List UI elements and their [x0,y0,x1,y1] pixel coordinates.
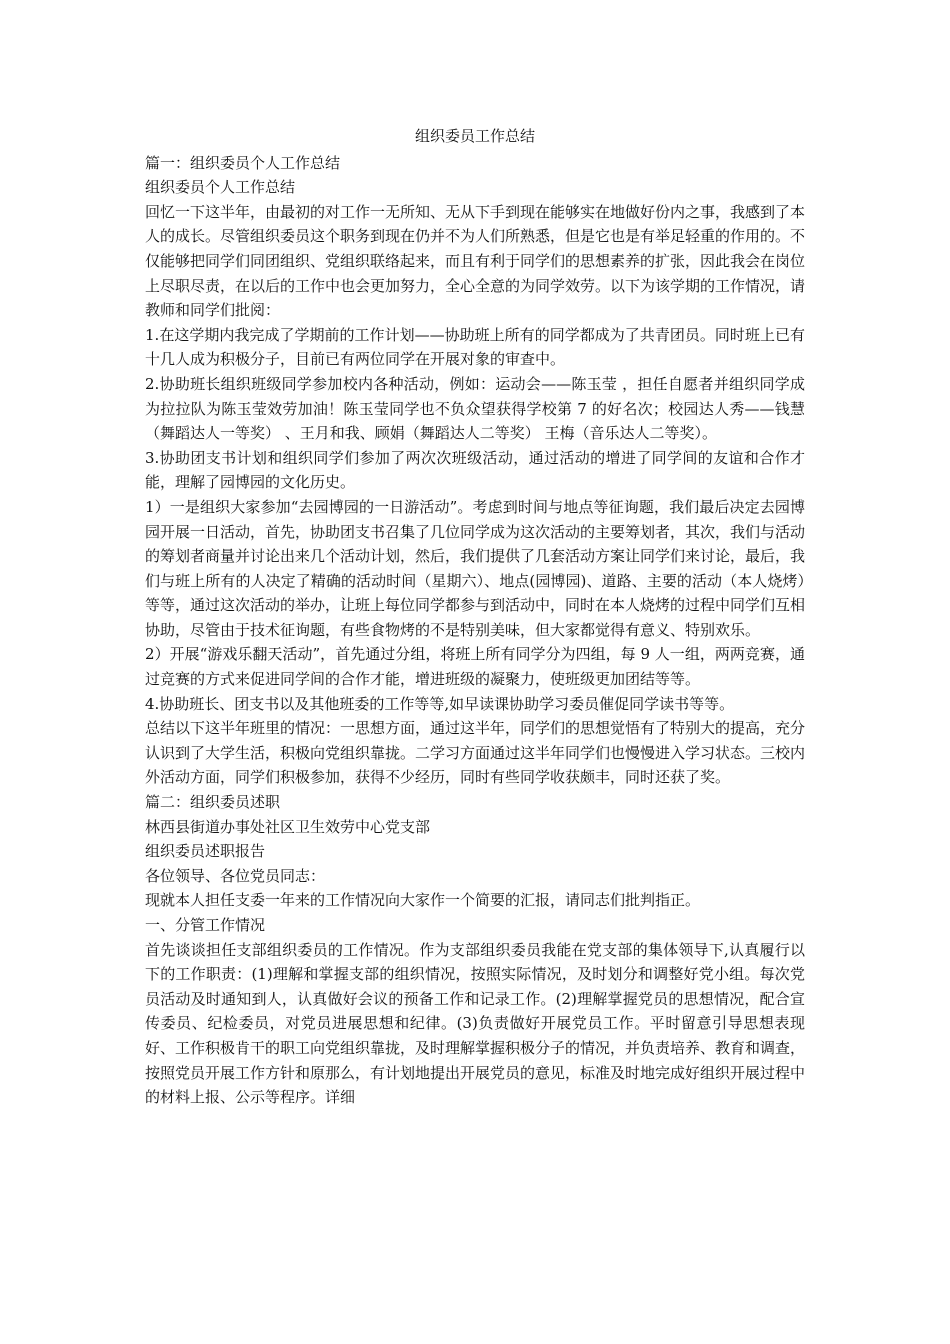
paragraph: 篇一：组织委员个人工作总结 [145,153,341,172]
paragraph: 组织委员述职报告 [145,842,266,861]
paragraph: 一、分管工作情况 [145,916,266,934]
paragraph: 1.在这学期内我完成了学期前的工作计划——协助班上所有的同学都成为了共青团员。同时班上已有十几人成为积极分子，目前已有两位同学在开展对象的审查中。 [145,325,805,369]
paragraph: 首先谈谈担任支部组织委员的工作情况。作为支部组织委员我能在党支部的集体领导下,认真履行以下的工作职责：(1)理解和掌握支部的组织情况，按照实际情况，及时划分和调整好党小组。每次党员活动及时通知到人，认真做好会议的预备工作和记录工作。(2)理解掌握党员的思想情况，配合宣传委员、纪检委员，对党员进展思想和纪律。(3)负责做好开展党员工作。平时留意引导思想表现好、工作积极肯干的职工向党组织靠拢，及时理解掌握积极分子的情况，并负责培养、教育和调查，按照党员开展工作方针和原那么，有计划地提出开展党员的意见，标准及时地完成好组织开展过程中的材料上报、公示等程序。详细 [145,940,806,1107]
paragraph: 2）开展“游戏乐翻天活动”，首先通过分组，将班上所有同学分为四组，每 9 人一组，两两竞赛，通过竞赛的方式来促进同学间的合作才能，增进班级的凝聚力，使班级更加团结等等。 [145,645,805,689]
paragraph: 3.协助团支书计划和组织同学们参加了两次次班级活动，通过活动的增进了同学间的友谊和合作才能，理解了园博园的文化历史。 [145,448,805,492]
paragraph: 4.协助班长、团支书以及其他班委的工作等等,如早读课协助学习委员催促同学读书等等。 [145,694,735,713]
paragraph: 篇二：组织委员述职 [145,793,281,812]
paragraph: 林西县街道办事处社区卫生效劳中心党支部 [145,817,431,836]
document-body [145,151,805,1110]
document-page [145,124,805,1110]
paragraph: 2.协助班长组织班级同学参加校内各种活动，例如：运动会——陈玉莹 ，担任自愿者并组织同学成为拉拉队为陈玉莹效劳加油！陈玉莹同学也不负众望获得学校第 7 的好名次；校园达人秀——钱慧（舞蹈达人一等奖） 、王月和我、顾娟（舞蹈达人二等奖） 王梅（音乐达人二等奖）。 [145,374,805,443]
paragraph: 总结以下这半年班里的情况：一思想方面，通过这半年，同学们的思想觉悟有了特别大的提高，充分认识到了大学生活，积极向党组织靠拢。二学习方面通过这半年同学们也慢慢进入学习状态。三校内外活动方面，同学们积极参加，获得不少经历，同时有些同学收获颇丰，同时还获了奖。 [145,719,806,787]
document-title: 组织委员工作总结 [414,127,535,145]
paragraph: 1）一是组织大家参加“去园博园的一日游活动”。考虑到时间与地点等征询题，我们最后决定去园博园开展一日活动，首先，协助团支书召集了几位同学成为这次活动的主要筹划者，其次，我们与活动的筹划者商量并讨论出来几个活动计划，然后，我们提供了几套活动方案让同学们来讨论，最后，我们与班上所有的人决定了精确的活动时间（星期六）、地点(园博园)、道路、主要的活动（本人烧烤）等等，通过这次活动的举办，让班上每位同学都参与到活动中，同时在本人烧烤的过程中同学们互相协助，尽管由于技术征询题，有些食物烤的不是特别美味，但大家都觉得有意义、特别欢乐。 [145,497,806,639]
paragraph: 各位领导、各位党员同志： [145,866,326,885]
paragraph: 组织委员个人工作总结 [145,178,296,197]
paragraph: 回忆一下这半年，由最初的对工作一无所知、无从下手到现在能够实在地做好份内之事，我感到了本人的成长。尽管组织委员这个职务到现在仍并不为人们所熟悉，但是它也是有举足轻重的作用的。不仅能够把同学们同团组织、党组织联络起来，而且有利于同学们的思想素养的扩张，因此我会在岗位上尽职尽责，在以后的工作中也会更加努力，全心全意的为同学效劳。以下为该学期的工作情况，请教师和同学们批阅： [145,202,806,320]
paragraph: 现就本人担任支委一年来的工作情况向大家作一个简要的汇报，请同志们批判指正。 [145,891,701,910]
